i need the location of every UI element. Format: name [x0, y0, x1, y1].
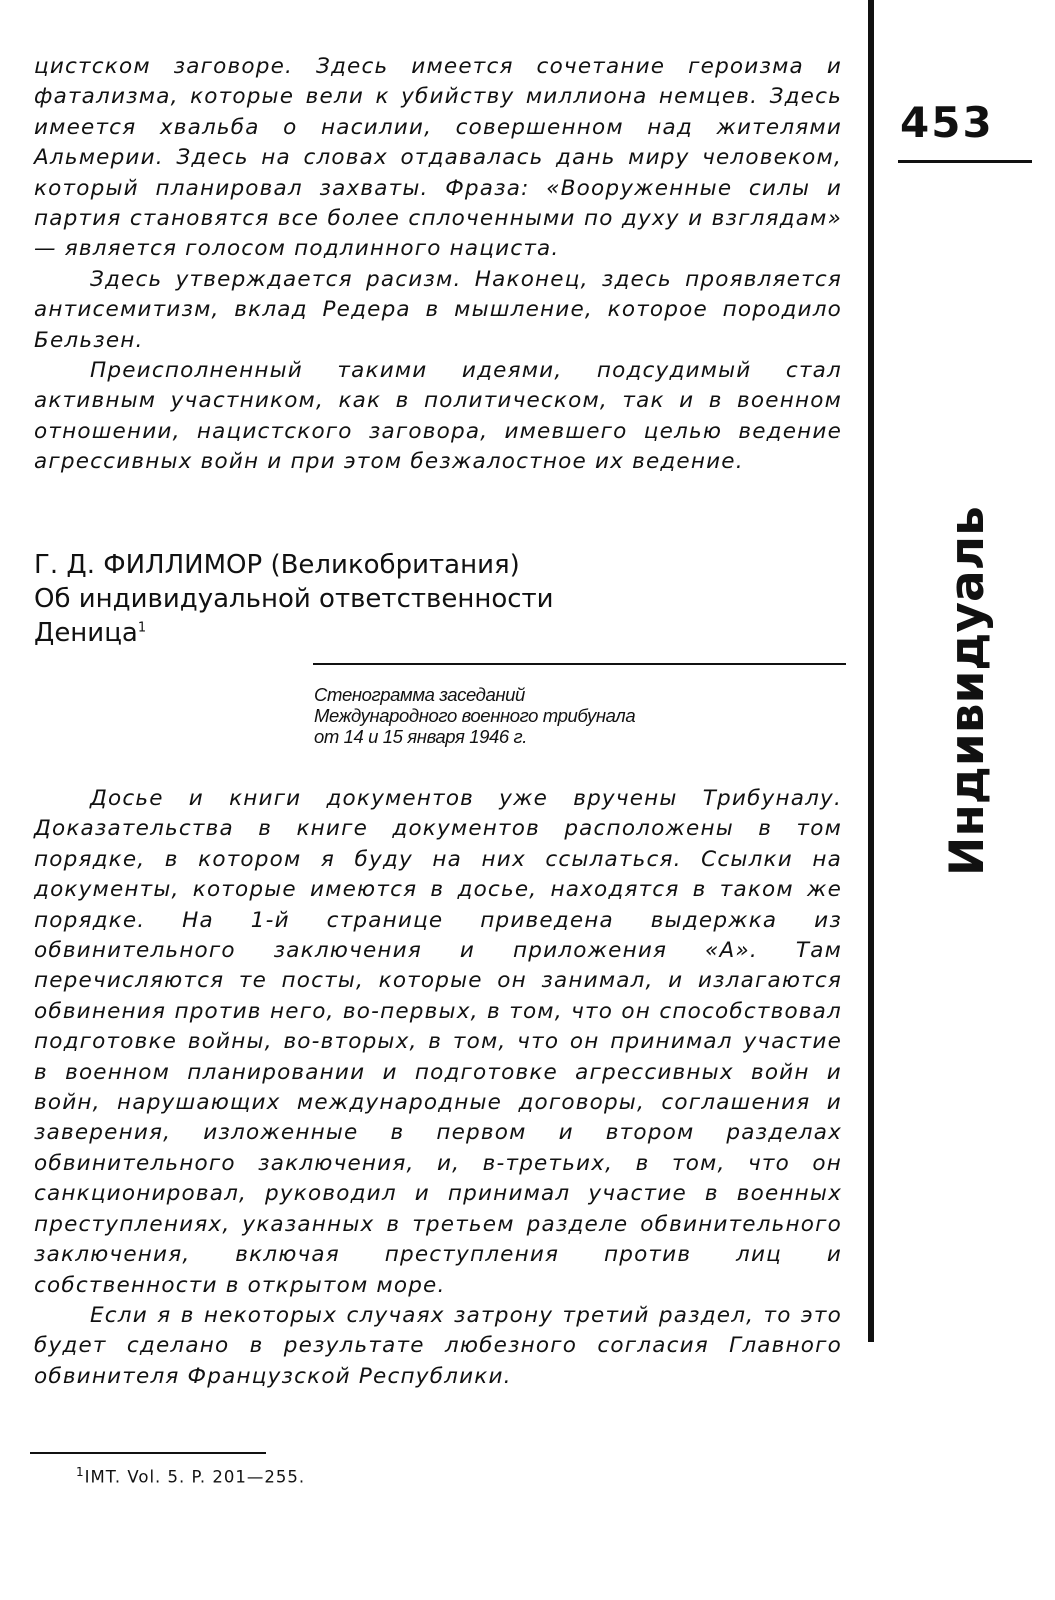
source-note — [314, 684, 744, 747]
paragraph: цистском заговоре. Здесь имеется сочетание героизма и фатализма, которые вели к убийству миллиона немцев. Здесь имеется хвальба о насилии, совершенном над жителями Альмерии. Здесь на словах отдавалась дань миру человеком, который планировал захваты. Фраза: «Вооруженные силы и партия становятся все более сплоченными по духу и взглядам» — является голосом подлинного нациста. — [34, 54, 842, 262]
page-number-rule — [898, 160, 1032, 163]
bottom-text-block — [34, 784, 842, 1392]
top-text-block — [34, 52, 842, 478]
heading-divider — [313, 663, 846, 665]
running-head: Индивидуаль — [940, 506, 995, 876]
footnote-reference[interactable]: 1 — [137, 620, 147, 636]
paragraph: Если я в некоторых случаях затрону третий раздел, то это будет сделано в результате любезного согласия Главного обвинителя Французской Республики. — [34, 1302, 842, 1389]
footnote-text: IMT. Vol. 5. P. 201—255. — [84, 1467, 306, 1487]
source-line: Международного военного трибунала — [314, 705, 636, 726]
source-line: от 14 и 15 января 1946 г. — [314, 726, 527, 747]
paragraph: Преисполненный такими идеями, подсудимый стал активным участником, как в политическом, так и в военном отношении, нацистского заговора, имевшего целью ведение агрессивных войн и при этом безжалостное их ведение. — [34, 358, 842, 475]
paragraph: Досье и книги документов уже вручены Трибуналу. Доказательства в книге документов расположены в том порядке, в котором я буду на них ссылаться. Ссылки на документы, которые имеются в досье, находятся в таком же порядке. На 1-й странице приведена выдержка из обвинительного заключения и приложения «А». Там перечисляются те посты, которые он занимал, и излагаются обвинения против него, во-первых, в том, что он способствовал подготовке войны, во-вторых, в том, что он принимал участие в военном планировании и подготовке агрессивных войн и войн, нарушающих международные договоры, соглашения и заверения, изложенные в первом и втором разделах обвинительного заключения, и, в-третьих, в том, что он санкционировал, руководил и принимал участие в военных преступлениях, указанных в третьем разделе обвинительного заключения, включая преступления против лиц и собственности в открытом море. — [34, 786, 842, 1298]
paragraph: Здесь утверждается расизм. Наконец, здесь проявляется антисемитизм, вклад Редера в мышление, которое породило Бельзен. — [34, 266, 842, 353]
footnote-mark: 1 — [76, 1465, 85, 1479]
section-heading — [34, 548, 694, 650]
section-author: Г. Д. ФИЛЛИМОР (Великобритания) — [34, 550, 520, 580]
section-title-line2 — [34, 616, 694, 650]
section-title-line1: Об индивидуальной ответственности — [34, 584, 554, 614]
section-title-text: Деница — [34, 618, 138, 648]
page-number: 453 — [900, 98, 994, 147]
footnote — [76, 1465, 305, 1487]
vertical-rule — [868, 0, 874, 1342]
source-line: Стенограмма заседаний — [314, 684, 525, 705]
footnote-divider — [30, 1452, 266, 1454]
